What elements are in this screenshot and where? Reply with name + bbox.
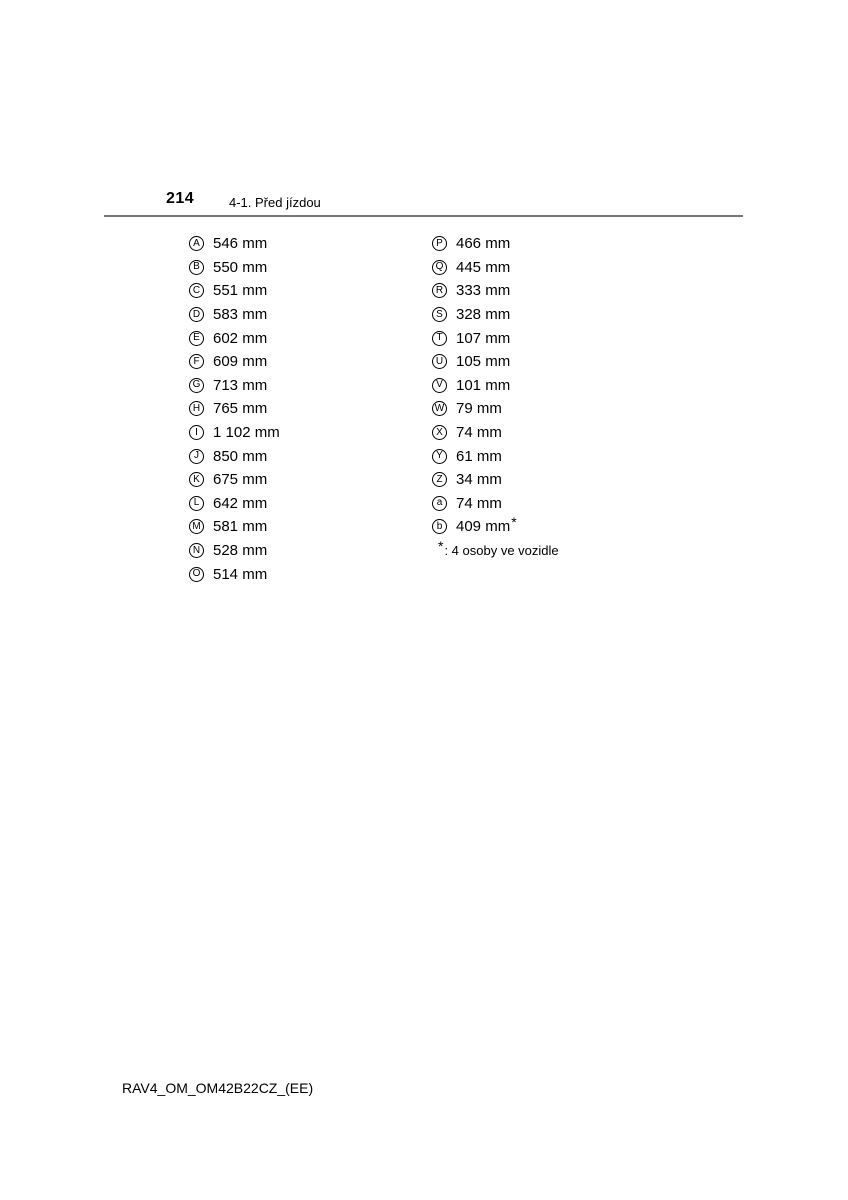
circled-letter-icon: N: [189, 543, 204, 558]
circled-letter-icon: I: [189, 425, 204, 440]
list-item: [432, 421, 652, 445]
dimension-value: 551 mm: [213, 282, 268, 300]
circled-letter-icon: G: [189, 378, 204, 393]
list-item: [189, 279, 409, 303]
section-title: 4-1. Před jízdou: [229, 195, 321, 210]
dimension-value: 105 mm: [456, 353, 511, 371]
circled-letter-icon: P: [432, 236, 447, 251]
circled-letter-icon: W: [432, 401, 447, 416]
list-item: [432, 256, 652, 280]
circled-letter-icon: M: [189, 519, 204, 534]
list-item: [189, 326, 409, 350]
dimension-value: 101 mm: [456, 376, 511, 394]
list-item: [189, 232, 409, 256]
dimension-value: 333 mm: [456, 282, 511, 300]
circled-letter-icon: Q: [432, 260, 447, 275]
list-item: [432, 279, 652, 303]
dimension-value: 79 mm: [456, 400, 502, 418]
circled-letter-icon: C: [189, 283, 204, 298]
dimension-value: 61 mm: [456, 447, 502, 465]
circled-letter-icon: J: [189, 449, 204, 464]
list-item: [432, 444, 652, 468]
circled-letter-icon: H: [189, 401, 204, 416]
list-item: [189, 492, 409, 516]
list-item: [189, 562, 409, 586]
circled-letter-icon: X: [432, 425, 447, 440]
list-item: [432, 397, 652, 421]
circled-letter-icon: E: [189, 331, 204, 346]
list-item: [189, 539, 409, 563]
circled-letter-icon: T: [432, 331, 447, 346]
circled-letter-icon: B: [189, 260, 204, 275]
header-divider: [104, 215, 743, 217]
footnote-marker: *: [511, 513, 517, 530]
dimension-value: 765 mm: [213, 400, 268, 418]
dimension-value: 581 mm: [213, 518, 268, 536]
page-number: 214: [166, 190, 195, 207]
list-item: [432, 492, 652, 516]
list-item: [189, 444, 409, 468]
circled-letter-icon: A: [189, 236, 204, 251]
list-item: [189, 374, 409, 398]
dimension-value: 1 102 mm: [213, 424, 280, 442]
dimension-value: 675 mm: [213, 471, 268, 489]
circled-letter-icon: S: [432, 307, 447, 322]
dimension-value: 34 mm: [456, 471, 502, 489]
dimension-value: 445 mm: [456, 258, 511, 276]
dimension-value: 850 mm: [213, 447, 268, 465]
dimension-value: 466 mm: [456, 235, 511, 253]
list-item: [189, 515, 409, 539]
circled-letter-icon: V: [432, 378, 447, 393]
dimension-list-left: [189, 232, 409, 586]
dimension-value: 328 mm: [456, 306, 511, 324]
circled-letter-icon: K: [189, 472, 204, 487]
list-item: [189, 256, 409, 280]
dimension-value: 583 mm: [213, 306, 268, 324]
dimension-value: 602 mm: [213, 329, 268, 347]
circled-letter-icon: F: [189, 354, 204, 369]
page-header: [0, 0, 848, 220]
dimension-list-right: [432, 232, 652, 562]
list-item: [189, 468, 409, 492]
dimension-value: 642 mm: [213, 494, 268, 512]
footnote-marker: *: [438, 537, 444, 554]
footnote-text: : 4 osoby ve vozidle: [444, 543, 559, 559]
dimension-value: 609 mm: [213, 353, 268, 371]
circled-letter-icon: b: [432, 519, 447, 534]
dimension-value: 107 mm: [456, 329, 511, 347]
list-item: [189, 350, 409, 374]
circled-letter-icon: Y: [432, 449, 447, 464]
dimension-value: 528 mm: [213, 542, 268, 560]
document-code: RAV4_OM_OM42B22CZ_(EE): [122, 1080, 314, 1096]
dimension-value: 550 mm: [213, 258, 268, 276]
footnote: [438, 539, 652, 563]
dimension-value: 713 mm: [213, 376, 268, 394]
list-item: [432, 374, 652, 398]
list-item: [432, 515, 652, 539]
circled-letter-icon: D: [189, 307, 204, 322]
list-item: [189, 421, 409, 445]
circled-letter-icon: Z: [432, 472, 447, 487]
circled-letter-icon: a: [432, 496, 447, 511]
list-item: [432, 326, 652, 350]
circled-letter-icon: L: [189, 496, 204, 511]
list-item: [189, 303, 409, 327]
circled-letter-icon: R: [432, 283, 447, 298]
list-item: [432, 303, 652, 327]
dimension-value: 74 mm: [456, 424, 502, 442]
list-item: [189, 397, 409, 421]
dimension-value: 409 mm: [456, 518, 511, 536]
list-item: [432, 232, 652, 256]
circled-letter-icon: U: [432, 354, 447, 369]
circled-letter-icon: O: [189, 567, 204, 582]
dimension-value: 546 mm: [213, 235, 268, 253]
dimension-value: 74 mm: [456, 494, 502, 512]
list-item: [432, 350, 652, 374]
list-item: [432, 468, 652, 492]
dimension-value: 514 mm: [213, 565, 268, 583]
